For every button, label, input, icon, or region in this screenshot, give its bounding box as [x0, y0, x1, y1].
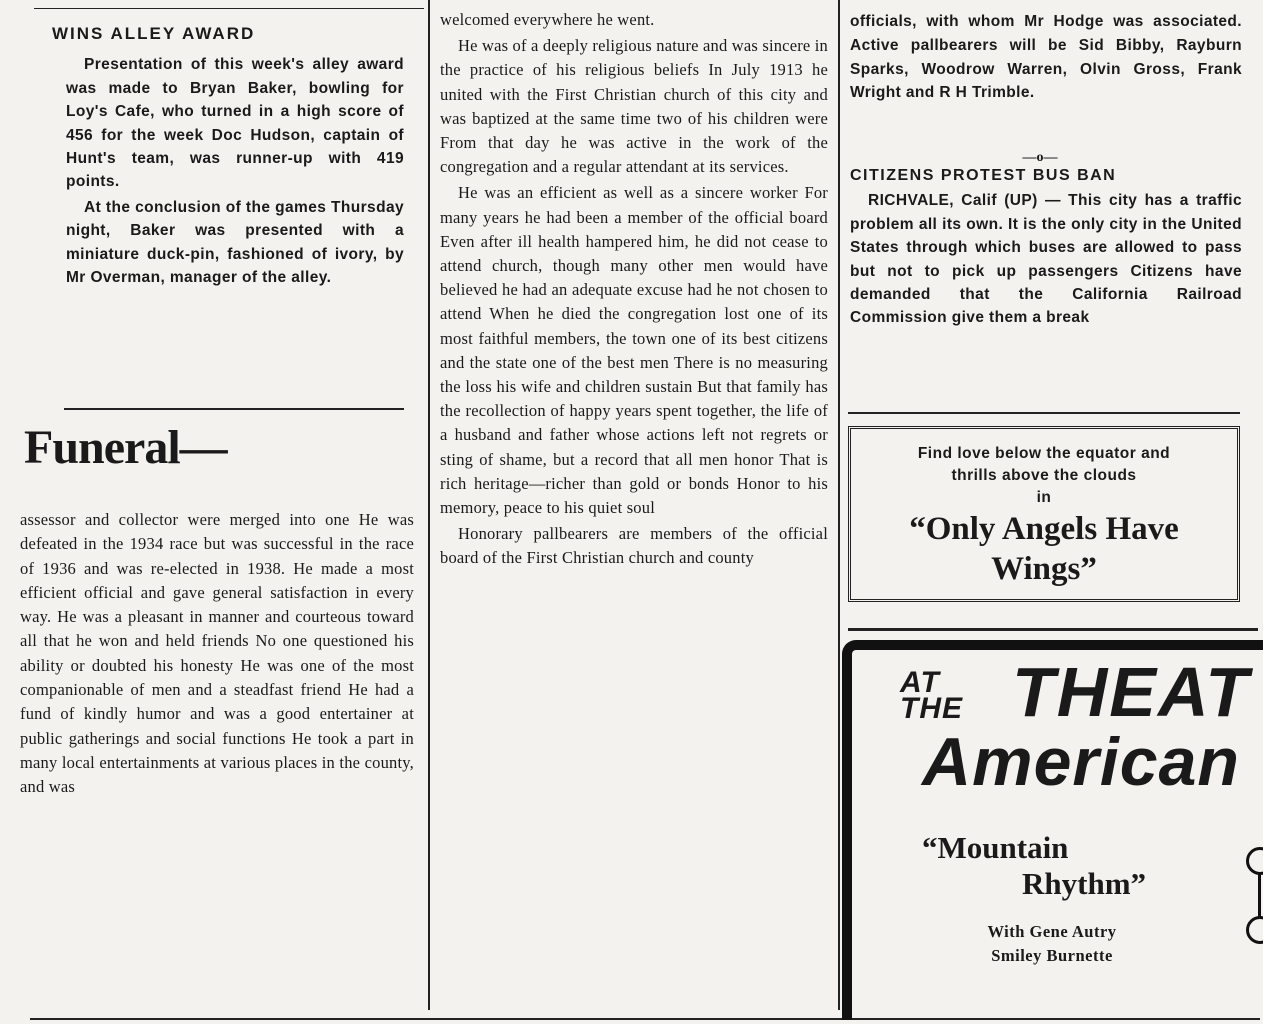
- obituary-paragraph-2: He was an efficient as well as a sincere worker For many years he had been a member of the official board Even after ill health hampered him, he did not cease to attend church, though many other men would have believed he had an adequate excuse had he not chosen to attend When he died the congregation lost one of its most faithful members, the town one of its best citizens and the state one of the best men There is no measuring the loss his wife and children sustain But that family has the recollection of happy years spent together, the life of a husband and father whose actions left not regrets or sting of shame, but a record that all men honor That is rich heritage—richer than gold or bonds Honor to his memory, peace to his quiet soul: [440, 183, 828, 518]
- ad-tagline-2: thrills above the clouds: [951, 467, 1137, 484]
- section-ornament: —o—: [1022, 150, 1058, 165]
- obituary-continued: [440, 8, 828, 571]
- cast-line-1: With Gene Autry: [987, 922, 1117, 941]
- cast-line-2: Smiley Burnette: [991, 946, 1113, 965]
- alley-award-paragraph-2: At the conclusion of the games Thursday night, Baker was presented with a miniature duck-pin, fashioned of ivory, by Mr Overman, manager of the alley.: [66, 198, 404, 287]
- funeral-paragraph: assessor and collector were merged into one He was defeated in the 1934 race but was successful in the race of 1936 and was re-elected in 1938. He made a most efficient official and gave general satisfaction in every way. He was a pleasant in manner and courteous toward all that he won and held friends No one questioned his ability or doubted his honesty He was one of the most companionable of men and a steadfast friend He had a fund of kindly humor and was a good entertainer at public gatherings and social functions He took a part in many local entertainments at various places in the county, and was: [20, 510, 414, 797]
- column3-mid-rule: [848, 412, 1240, 414]
- funeral-heading: Funeral—: [24, 421, 227, 474]
- film-reel-stem-icon: [1258, 872, 1261, 918]
- bus-ban-paragraph: RICHVALE, Calif (UP) — This city has a traffic problem all its own. It is the only city in the United States through which buses are allowed to pass but not to pick up passengers Citizens have demanded that the California Railroad Commission give them a break: [850, 192, 1242, 327]
- column-rule-1: [428, 0, 430, 1010]
- obituary-paragraph-0: welcomed everywhere he went.: [440, 10, 655, 29]
- ad-tagline-1: Find love below the equator and: [917, 445, 1171, 462]
- bus-ban-article: [850, 164, 1242, 330]
- movie-title-line-2: Rhythm”: [1022, 866, 1147, 901]
- alley-award-heading: WINS ALLEY AWARD: [52, 24, 256, 43]
- obituary-paragraph-3: Honorary pallbearers are members of the official board of the First Christian church and county: [440, 524, 828, 568]
- bus-ban-heading: CITIZENS PROTEST BUS BAN: [850, 167, 1117, 184]
- movie-title-line-1: “Mountain: [922, 830, 1069, 865]
- film-reel-top-icon: [1246, 847, 1263, 875]
- ad-separator-rule: [848, 628, 1258, 631]
- theater-ad-theater-word: THEAT: [1012, 653, 1251, 731]
- alley-award-paragraph-1: Presentation of this week's alley award was made to Bryan Baker, bowling for Loy's Cafe, who turned in a high score of 456 for the week Doc Hudson, captain of Hunt's team, was runner-up with 419 points.: [66, 56, 404, 191]
- column-rule-2: [838, 0, 840, 1010]
- pallbearers-text: [850, 10, 1242, 105]
- column1-top-rule: [34, 8, 424, 9]
- ad-tagline-3: in: [1036, 489, 1052, 506]
- theater-ad: [842, 640, 1263, 1020]
- theater-ad-movie-title: [922, 830, 1182, 902]
- alley-award-article: [52, 22, 404, 289]
- funeral-text: [20, 508, 414, 800]
- theater-ad-cast: [962, 920, 1142, 968]
- ad-movie-title: “Only Angels Have Wings”: [909, 511, 1179, 587]
- pallbearers-paragraph: officials, with whom Mr Hodge was associated. Active pallbearers will be Sid Bibby, Rayburn Sparks, Woodrow Warren, Olvin Gross, Frank Wright and R H Trimble.: [850, 13, 1242, 102]
- theater-ad-the: THE: [900, 692, 963, 725]
- theater-ad-american: American: [922, 724, 1240, 800]
- movie-ad-only-angels: [848, 426, 1240, 602]
- obituary-paragraph-1: He was of a deeply religious nature and was sincere in the practice of his religious beliefs In July 1913 he united with the First Christian church of this city and was baptized at the same time two of his children were From that day he was active in the work of the congregation and a regular attendant at its services.: [440, 36, 829, 177]
- film-reel-bottom-icon: [1246, 916, 1263, 944]
- alley-end-rule: [64, 408, 404, 410]
- theater-ad-at: AT: [900, 666, 940, 699]
- theater-ad-at-the: [900, 666, 963, 725]
